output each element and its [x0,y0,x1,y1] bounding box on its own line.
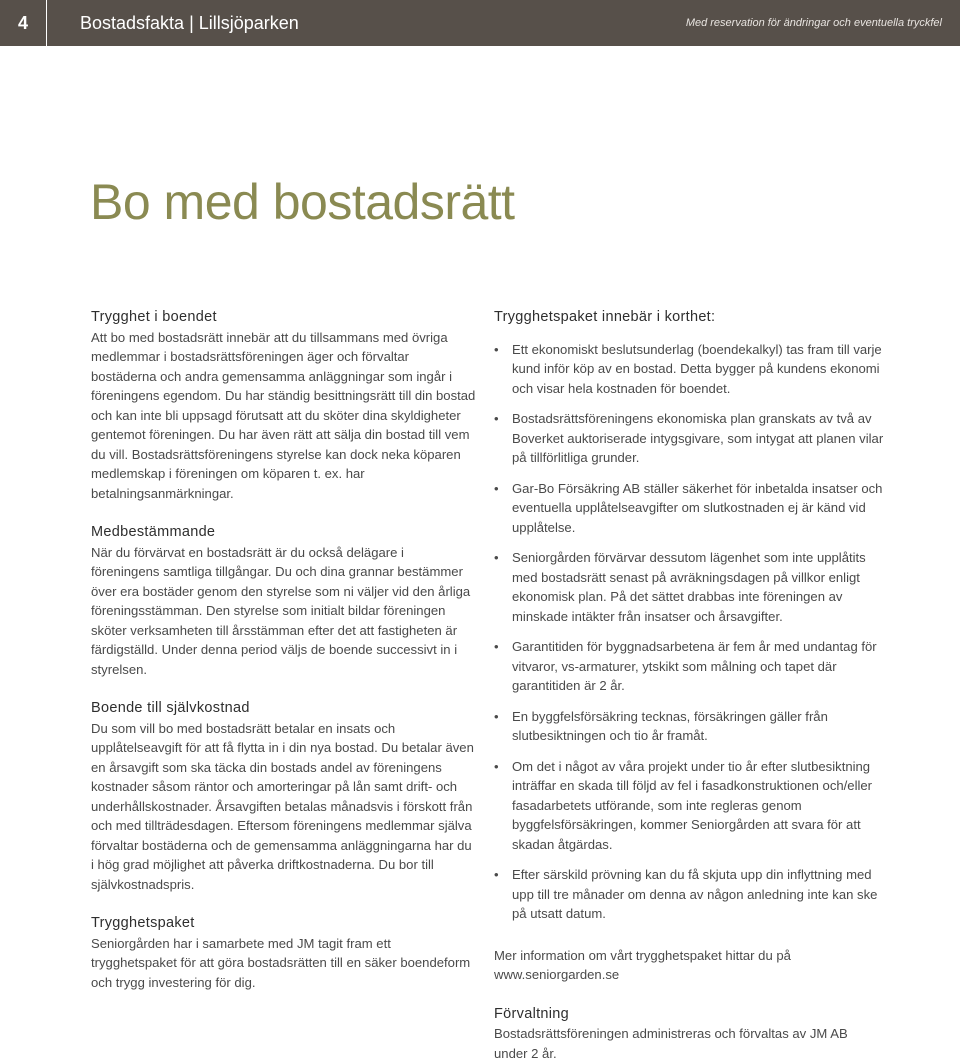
section-trygghet-i-boendet [91,308,476,503]
section-medbestammande [91,523,476,679]
section-trygghetspaket [91,914,476,992]
section-heading: Boende till självkostnad [91,699,476,719]
right-column [494,308,884,1063]
section-body: Bostadsrättsföreningen administreras och förvaltas av JM AB under 2 år. [494,1024,884,1063]
page-number: 4 [0,0,47,46]
section-heading: Förvaltning [494,1005,884,1025]
bullet-item: • En byggfelsförsäkring tecknas, försäkringen gäller från slutbesiktningen och tio år framåt. [494,707,884,746]
page-title: Bo med bostadsrätt [90,172,515,232]
bullet-item: • Bostadsrättsföreningens ekonomiska plan granskats av två av Boverket auktoriserade intygsgivare, som intygat att planen vilar på tillförlitliga grunder. [494,409,884,468]
section-heading: Medbestämmande [91,523,476,543]
more-info-text: Mer information om vårt trygghetspaket hittar du på www.seniorgarden.se [494,946,884,985]
bullet-item: • Ett ekonomiskt beslutsunderlag (boendekalkyl) tas fram till varje kund inför köp av en bostad. Detta bygger på kundens ekonomi och visar hela kostnaden för boendet. [494,340,884,399]
section-body: Seniorgården har i samarbete med JM tagit fram ett trygghetspaket för att göra bostadsrätten till en säker boendeform och trygg investering för dig. [91,934,476,993]
trygghetspaket-bullet-list [494,340,884,924]
left-column [91,308,476,1012]
section-body: Du som vill bo med bostadsrätt betalar en insats och upplåtelseavgift för att få flytta in i din nya bostad. Du betalar även en årsavgift som ska täcka din bostads andel av föreningens kostnader såsom räntor och amorteringar på lån samt drift- och underhållskostnader. Årsavgiften betalas månadsvis i förskott från och med tillträdesdagen. Eftersom föreningens medlemmar själva förvaltar bostäderna och de gemensamma anläggningarna har du i hög grad möjlighet att påverka driftkostnaderna. Du bor till självkostnadspris. [91,719,476,895]
section-body: Att bo med bostadsrätt innebär att du tillsammans med övriga medlemmar i bostadsrättsföreningen äger och förvaltar bostäderna och andra gemensamma anläggningar som ingår i föreningens egendom. Du har ständig besittningsrätt till din bostad och kan inte bli uppsagd förutsatt att du sköter dina skyldigheter gentemot föreningen. Du har även rätt att sälja din bostad till vem du vill. Bostadsrättsföreningens styrelse kan dock neka köparen medlemskap i föreningen om köparen t. ex. har betalningsanmärkningar. [91,328,476,504]
bullet-item: • Om det i något av våra projekt under tio år efter slutbesiktning inträffar en skada till följd av fel i fasadkonstruktionen och/eller fasadarbetets utförande, som inte regleras genom byggfelsförsäkringen, kommer Seniorgården att svara för att skadan åtgärdas. [494,757,884,855]
header-title: Bostadsfakta | Lillsjöparken [80,0,299,46]
section-heading: Trygghet i boendet [91,308,476,328]
section-forvaltning [494,1005,884,1063]
section-heading: Trygghetspaket [91,914,476,934]
bullet-item: • Garantitiden för byggnadsarbetena är fem år med undantag för vitvaror, vs-armaturer, ytskikt som målning och tapet där garantitiden är 2 år. [494,637,884,696]
section-boende-till-sjalvkostnad [91,699,476,894]
header-disclaimer: Med reservation för ändringar och eventuella tryckfel [686,0,942,46]
trygghetspaket-summary-heading: Trygghetspaket innebär i korthet: [494,308,884,328]
bullet-item: • Gar-Bo Försäkring AB ställer säkerhet för inbetalda insatser och eventuella upplåtelseavgifter om slutkostnaden ej är känd vid upplåtelse. [494,479,884,538]
section-body: När du förvärvat en bostadsrätt är du också delägare i föreningens samtliga tillgångar. Du och dina grannar bestämmer över era bostäder genom den styrelse som ni väljer vid den årliga föreningsstämman. Den styrelse som initialt bildar föreningen sköter verksamheten till årsstämman efter det att fastigheten är färdigställd. Under denna period väljs de boende successivt in i styrelsen. [91,543,476,680]
bullet-item: • Seniorgården förvärvar dessutom lägenhet som inte upplåtits med bostadsrätt senast på avräkningsdagen på villkor enligt ekonomisk plan. På det sättet drabbas inte föreningen av minskade intäkter från insatser och årsavgifter. [494,548,884,626]
page-header [0,0,960,46]
bullet-item: • Efter särskild prövning kan du få skjuta upp din inflyttning med upp till tre månader om denna av någon anledning inte kan ske på utsatt datum. [494,865,884,924]
